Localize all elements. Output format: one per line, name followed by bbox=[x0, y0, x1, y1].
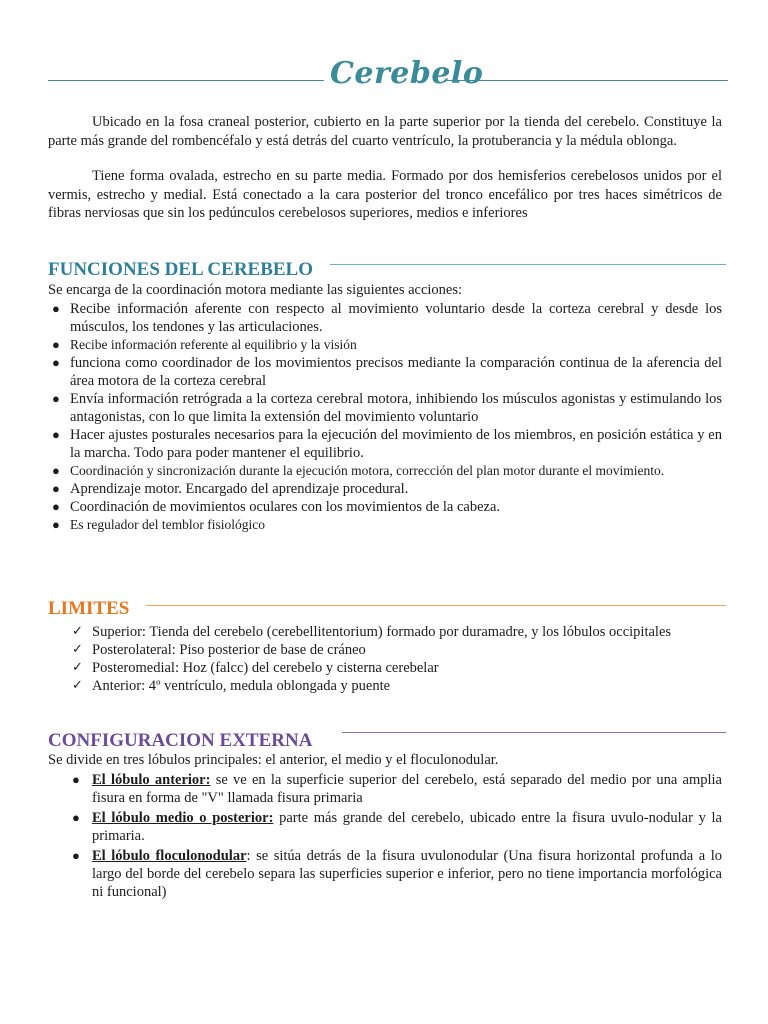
checkmark-icon: ✓ bbox=[72, 624, 83, 639]
page-title: Cerebelo bbox=[330, 56, 484, 91]
configuracion-intro: Se divide en tres lóbulos principales: el anterior, el medio y el floculonodular. bbox=[48, 752, 499, 768]
funciones-intro: Se encarga de la coordinación motora mediante las siguientes acciones: bbox=[48, 282, 463, 298]
configuracion-heading-text: CONFIGURACION EXTERNA bbox=[48, 730, 313, 751]
intro-paragraph-1: Ubicado en la fosa craneal posterior, cubierto en la parte superior por la tienda del cerebelo. Constituye la parte más grande del rombencéfalo y está detrás del cuarto ventrículo, la protuberancia y la médula oblonga. bbox=[48, 114, 722, 149]
list-item: ● Recibe información referente al equilibrio y la visión bbox=[52, 337, 357, 352]
configuracion-heading-rule bbox=[342, 732, 726, 733]
list-item: ✓ Anterior: 4º ventrículo, medula oblongada y puente bbox=[72, 678, 391, 694]
bullet-icon: ● bbox=[72, 810, 80, 825]
limites-heading-text: LIMITES bbox=[48, 598, 130, 619]
bullet-icon: ● bbox=[72, 772, 80, 787]
section-limites-heading bbox=[48, 598, 728, 622]
list-item: ✓ Posteromedial: Hoz (falcc) del cerebelo y cisterna cerebelar bbox=[72, 660, 439, 676]
bullet-icon: ● bbox=[52, 301, 60, 316]
funciones-heading-text: FUNCIONES DEL CEREBELO bbox=[48, 259, 314, 280]
bullet-icon: ● bbox=[52, 481, 60, 496]
bullet-icon: ● bbox=[52, 355, 60, 370]
bullet-icon: ● bbox=[72, 848, 80, 863]
configuracion-list bbox=[72, 771, 722, 903]
list-item: ✓ Superior: Tienda del cerebelo (cerebellitentorium) formado por duramadre, y los lóbulos occipitales bbox=[72, 624, 672, 640]
title-row bbox=[48, 56, 728, 102]
limites-list bbox=[72, 623, 722, 695]
funciones-heading-rule bbox=[330, 264, 726, 265]
checkmark-icon: ✓ bbox=[72, 660, 83, 675]
list-item: ● Hacer ajustes posturales necesarios para la ejecución del movimiento de los miembros, en posición estática y en la marcha. Todo para poder mantener el equilibrio. bbox=[52, 427, 722, 461]
limites-heading-rule bbox=[146, 605, 726, 606]
bullet-icon: ● bbox=[52, 337, 60, 352]
list-item: ● Recibe información aferente con respecto al movimiento voluntario desde la corteza cerebral y desde los músculos, los tendones y las articulaciones. bbox=[52, 301, 722, 335]
funciones-list bbox=[48, 300, 722, 534]
list-item: ● El lóbulo medio o posterior: parte más grande del cerebelo, ubicado entre la fisura uvulo-nodular y la primaria. bbox=[72, 810, 722, 844]
lobe-term: El lóbulo floculonodular bbox=[92, 848, 247, 864]
list-item: ● Coordinación de movimientos oculares con los movimientos de la cabeza. bbox=[52, 499, 501, 515]
list-item: ● El lóbulo floculonodular: se sitúa detrás de la fisura uvulonodular (Una fisura horizontal profunda a lo largo del borde del cerebelo separa las superficies superior e inferior, pero no tiene importancia morfológica ni funcional) bbox=[72, 848, 722, 900]
lobe-term: El lóbulo medio o posterior: bbox=[92, 810, 274, 826]
title-rule-left bbox=[48, 80, 324, 81]
list-item: ● Envía información retrógrada a la corteza cerebral motora, inhibiendo los músculos agonistas y estimulando los antagonistas, con lo que limita la extensión del movimiento voluntario bbox=[52, 391, 722, 425]
bullet-icon: ● bbox=[52, 427, 60, 442]
intro-paragraph-2: Tiene forma ovalada, estrecho en su parte media. Formado por dos hemisferios cerebelosos unidos por el vermis, estrecho y medial. Está conectado a la cara posterior del tronco encefálico por tres haces simétricos de fibras nerviosas que sin los pedúnculos cerebelosos superiores, medios e inferiores bbox=[48, 168, 722, 222]
bullet-icon: ● bbox=[52, 391, 60, 406]
list-item: ● funciona como coordinador de los movimientos precisos mediante la comparación continua de la aferencia del área motora de la corteza cerebral bbox=[52, 355, 722, 389]
lobe-term: El lóbulo anterior: bbox=[92, 772, 211, 788]
list-item: ● El lóbulo anterior: se ve en la superficie superior del cerebelo, está separado del medio por una amplia fisura en forma de "V" llamada fisura primaria bbox=[72, 772, 722, 806]
checkmark-icon: ✓ bbox=[72, 678, 83, 693]
list-item: ● Aprendizaje motor. Encargado del aprendizaje procedural. bbox=[52, 481, 409, 497]
bullet-icon: ● bbox=[52, 517, 60, 532]
section-funciones-heading bbox=[48, 259, 728, 283]
list-item: ● Es regulador del temblor fisiológico bbox=[52, 517, 265, 532]
bullet-icon: ● bbox=[52, 463, 60, 478]
bullet-icon: ● bbox=[52, 499, 60, 514]
list-item: ✓ Posterolateral: Piso posterior de base de cráneo bbox=[72, 642, 366, 658]
list-item: ● Coordinación y sincronización durante la ejecución motora, corrección del plan motor durante el movimiento. bbox=[52, 463, 665, 478]
checkmark-icon: ✓ bbox=[72, 642, 83, 657]
title-rule-right bbox=[444, 80, 728, 81]
